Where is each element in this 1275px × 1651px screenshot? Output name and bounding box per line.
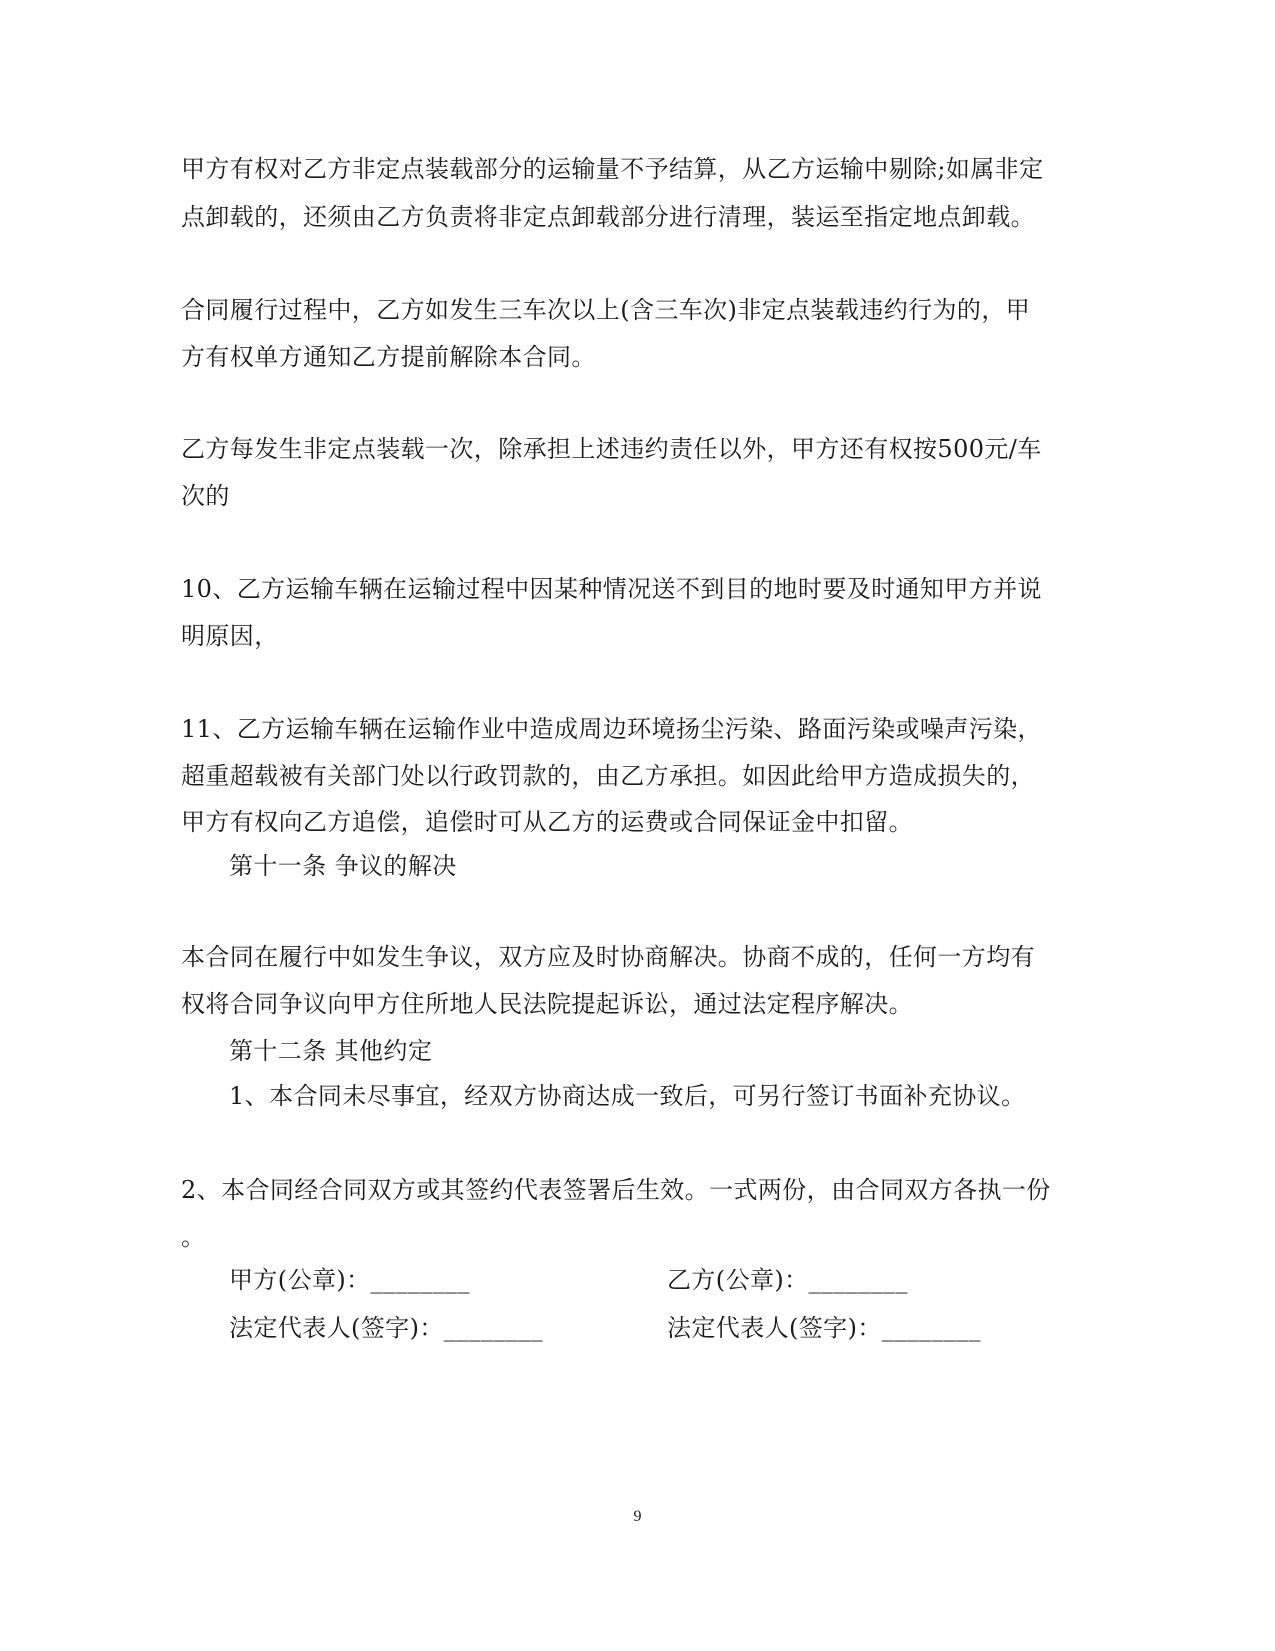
clause-item-1: 1、本合同未尽事宜，经双方协商达成一致后，可另行签订书面补充协议。: [229, 1082, 1026, 1110]
paragraph-line: 超重超载被有关部门处以行政罚款的，由乙方承担。如因此给甲方造成损失的，: [181, 762, 1035, 790]
paragraph-line: 权将合同争议向甲方住所地人民法院提起诉讼，通过法定程序解决。: [181, 990, 913, 1018]
party-a-seal-field: 甲方(公章)：________: [229, 1266, 470, 1294]
paragraph-line: 甲方有权向乙方追偿，追偿时可从乙方的运费或合同保证金中扣留。: [181, 808, 913, 836]
article-11-heading: 第十一条 争议的解决: [229, 852, 457, 880]
paragraph-line: 本合同在履行中如发生争议，双方应及时协商解决。协商不成的，任何一方均有: [181, 943, 1035, 971]
paragraph-line: 次的: [181, 482, 230, 510]
paragraph-line: 明原因，: [181, 622, 279, 650]
paragraph-line: 乙方每发生非定点装载一次，除承担上述违约责任以外，甲方还有权按500元/车: [181, 435, 1042, 463]
article-12-heading: 第十二条 其他约定: [229, 1037, 433, 1065]
paragraph-line: 11、乙方运输车辆在运输作业中造成周边环境扬尘污染、路面污染或噪声污染，: [181, 715, 1042, 743]
paragraph-line: 方有权单方通知乙方提前解除本合同。: [181, 343, 596, 371]
paragraph-line: 甲方有权对乙方非定点装载部分的运输量不予结算，从乙方运输中剔除;如属非定: [181, 155, 1044, 183]
page-number: 9: [633, 1508, 642, 1525]
paragraph-line: 合同履行过程中，乙方如发生三车次以上(含三车次)非定点装载违约行为的，甲: [181, 296, 1031, 324]
paragraph-line: 点卸载的，还须由乙方负责将非定点卸载部分进行清理，装运至指定地点卸载。: [181, 203, 1035, 231]
paragraph-line: 10、乙方运输车辆在运输过程中因某种情况送不到目的地时要及时通知甲方并说: [181, 575, 1042, 603]
party-b-representative-field: 法定代表人(签字)：________: [667, 1314, 981, 1342]
clause-item-2-end: 。: [181, 1223, 206, 1251]
party-a-representative-field: 法定代表人(签字)：________: [229, 1314, 543, 1342]
clause-item-2: 2、本合同经合同双方或其签约代表签署后生效。一式两份，由合同双方各执一份: [181, 1176, 1051, 1204]
party-b-seal-field: 乙方(公章)：________: [667, 1266, 908, 1294]
